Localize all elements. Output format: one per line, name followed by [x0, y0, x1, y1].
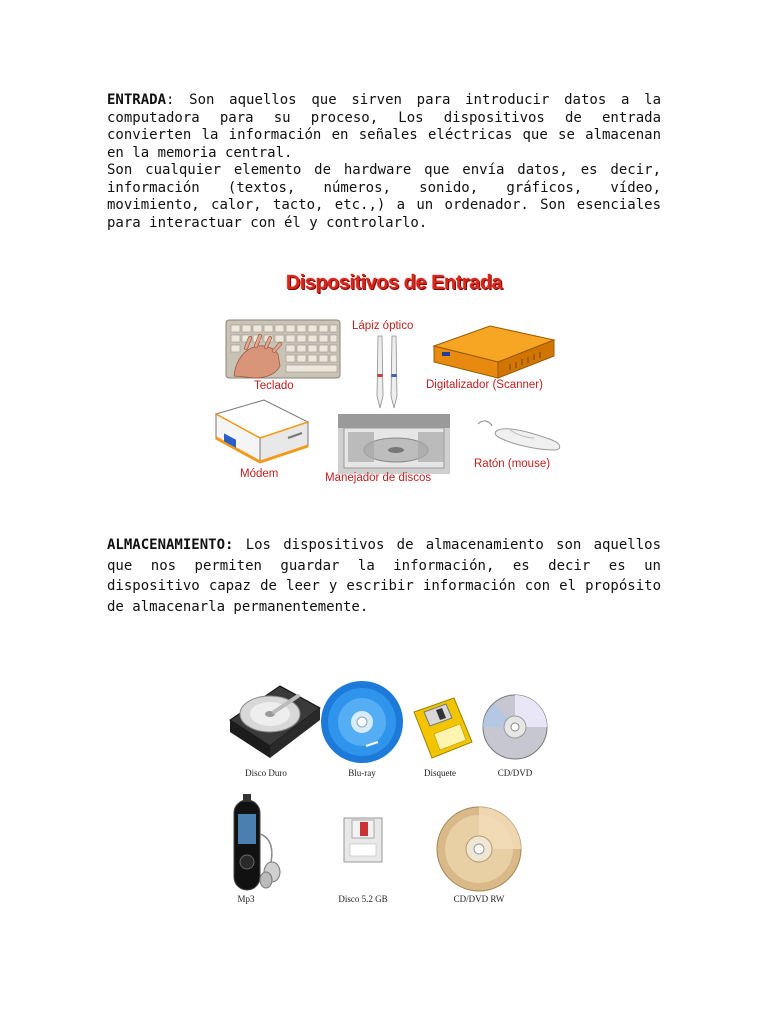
label-lapiz-optico: Lápiz óptico [352, 320, 414, 332]
scanner-icon [430, 324, 558, 382]
entrada-heading: ENTRADA [107, 92, 167, 108]
label-digitalizador: Digitalizador (Scanner) [426, 379, 543, 391]
storage-devices-figure [218, 676, 558, 912]
label-disquete: Disquete [424, 768, 456, 778]
almacenamiento-heading: ALMACENAMIENTO: [107, 537, 234, 553]
hard-disk-icon [224, 680, 322, 764]
label-teclado: Teclado [254, 380, 294, 392]
floppy-disk-icon [410, 696, 474, 760]
figure-title: Dispositivos de Entrada [285, 272, 503, 294]
entrada-paragraph-2 [107, 162, 661, 232]
entrada-text-2: Son cualquier elemento de hardware que envía datos, es decir, información (textos, números, sonido, gráficos, vídeo, movimiento, calor, tacto, etc.,) a un ordenador. Son esenciales para interactuar con él y controlarlo. [107, 162, 661, 231]
label-disco-duro: Disco Duro [245, 768, 287, 778]
light-pen-icon [372, 334, 402, 410]
modem-icon [214, 400, 310, 464]
disk-cartridge-icon [342, 816, 384, 864]
label-cd-dvd-rw: CD/DVD RW [453, 894, 505, 904]
label-disco-52: Disco 5.2 GB [338, 894, 388, 904]
label-bluray: Blu-ray [348, 768, 376, 778]
keyboard-icon [226, 318, 342, 380]
input-devices-figure [212, 262, 576, 492]
cd-dvd-icon [482, 694, 548, 760]
bluray-disc-icon [320, 680, 404, 764]
disk-drive-icon [338, 414, 452, 474]
entrada-paragraph [107, 92, 661, 162]
mouse-icon [474, 416, 566, 452]
label-manejador: Manejador de discos [325, 472, 432, 484]
cd-dvd-rw-icon [436, 806, 522, 892]
label-raton: Ratón (mouse) [474, 458, 551, 470]
mp3-player-icon [228, 794, 284, 892]
entrada-text-1: : Son aquellos que sirven para introducir datos a la computadora para su proceso, Los dispositivos de entrada convierten la información en señales eléctricas que se almacenan en la memoria central. [107, 92, 661, 161]
label-modem: Módem [240, 468, 279, 480]
label-cd-dvd: CD/DVD [497, 768, 533, 778]
almacenamiento-paragraph [107, 535, 661, 617]
almacenamiento-text: Los dispositivos de almacenamiento son aquellos que nos permiten guardar la información, es decir es un dispositivo capaz de leer y escribir información con el propósito de almacenarla permanentemente. [107, 537, 661, 615]
label-mp3: Mp3 [237, 894, 255, 904]
